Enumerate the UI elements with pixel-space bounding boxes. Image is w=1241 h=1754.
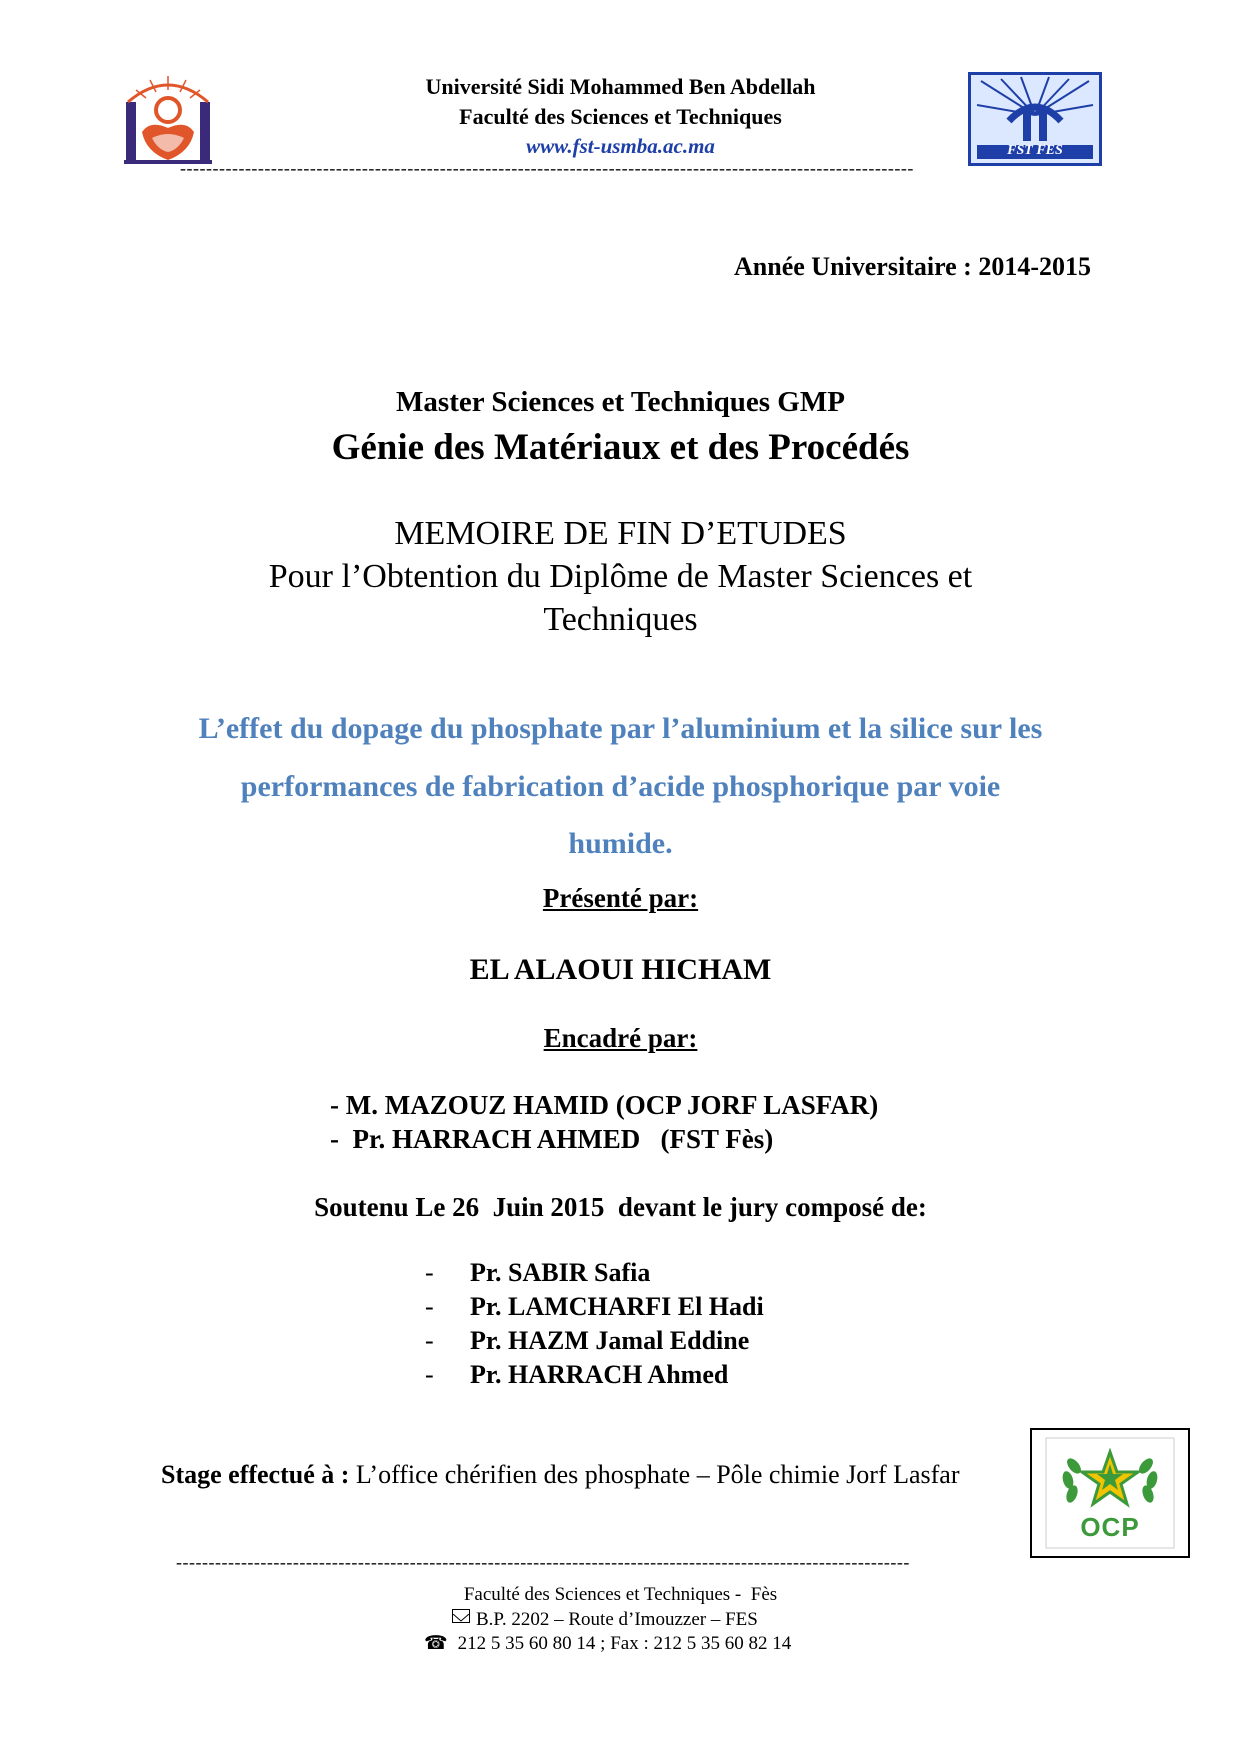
jury-member: Pr. HARRACH Ahmed: [470, 1360, 729, 1389]
memoire-purpose: Pour l’Obtention du Diplôme de Master Sciences et: [268, 558, 973, 595]
thesis-title-line3: humide.: [568, 827, 673, 860]
header-separator: -----------------------------------------------------------------------------------------------------------------: [180, 158, 914, 178]
defense-statement: Soutenu Le 26 Juin 2015 devant le jury composé de:: [314, 1192, 927, 1222]
footer-faculty: Faculté des Sciences et Techniques - Fès: [463, 1584, 778, 1605]
jury-bullet: -: [425, 1360, 434, 1389]
master-program: Master Sciences et Techniques GMP: [396, 386, 845, 418]
phone-icon: ☎: [424, 1633, 448, 1654]
footer-address: [452, 1608, 758, 1631]
jury-member: Pr. SABIR Safia: [470, 1258, 651, 1287]
internship-place: L’office chérifien des phosphate – Pôle chimie Jorf Lasfar: [355, 1460, 960, 1489]
footer-phone-text: 212 5 35 60 80 14 ; Fax : 212 5 35 60 82 14: [457, 1633, 792, 1654]
supervised-by-label: Encadré par:: [543, 1023, 698, 1053]
memoire-purpose-cont: Techniques: [543, 601, 698, 638]
faculty-name: Faculté des Sciences et Techniques: [459, 104, 782, 129]
fst-logo: [968, 72, 1102, 166]
website-link[interactable]: www.fst-usmba.ac.ma: [526, 134, 715, 158]
student-name: EL ALAOUI HICHAM: [469, 953, 772, 986]
thesis-title-line2: performances de fabrication d’acide phosphorique par voie: [240, 770, 1001, 803]
jury-bullet: -: [425, 1326, 434, 1355]
jury-member: Pr. LAMCHARFI El Hadi: [470, 1292, 764, 1321]
internship-label: Stage effectué à :: [161, 1460, 356, 1489]
ocp-logo: [1030, 1428, 1190, 1558]
supervisor-1: - M. MAZOUZ HAMID (OCP JORF LASFAR): [330, 1090, 879, 1120]
jury-member: Pr. HAZM Jamal Eddine: [470, 1326, 750, 1355]
memoire-heading: MEMOIRE DE FIN D’ETUDES: [394, 515, 847, 552]
footer-address-text: B.P. 2202 – Route d’Imouzzer – FES: [476, 1609, 758, 1630]
mail-icon: [452, 1609, 470, 1623]
thesis-title-line1: L’effet du dopage du phosphate par l’aluminium et la silice sur les: [198, 712, 1043, 745]
jury-bullet: -: [425, 1292, 434, 1321]
presented-by-label: Présenté par:: [542, 883, 699, 913]
internship-line: [148, 1430, 960, 1490]
supervisor-2: - Pr. HARRACH AHMED (FST Fès): [330, 1124, 774, 1154]
academic-year: Année Universitaire : 2014-2015: [734, 252, 1091, 281]
ocp-logo-label: OCP: [1080, 1512, 1140, 1542]
footer-separator: -----------------------------------------------------------------------------------------------------------------: [176, 1552, 910, 1572]
program-specialty: Génie des Matériaux et des Procédés: [331, 427, 910, 468]
jury-bullet: -: [425, 1258, 434, 1287]
fst-logo-label: FST FES: [1007, 143, 1063, 158]
university-name: Université Sidi Mohammed Ben Abdellah: [425, 74, 816, 99]
footer-phone: [424, 1632, 791, 1655]
